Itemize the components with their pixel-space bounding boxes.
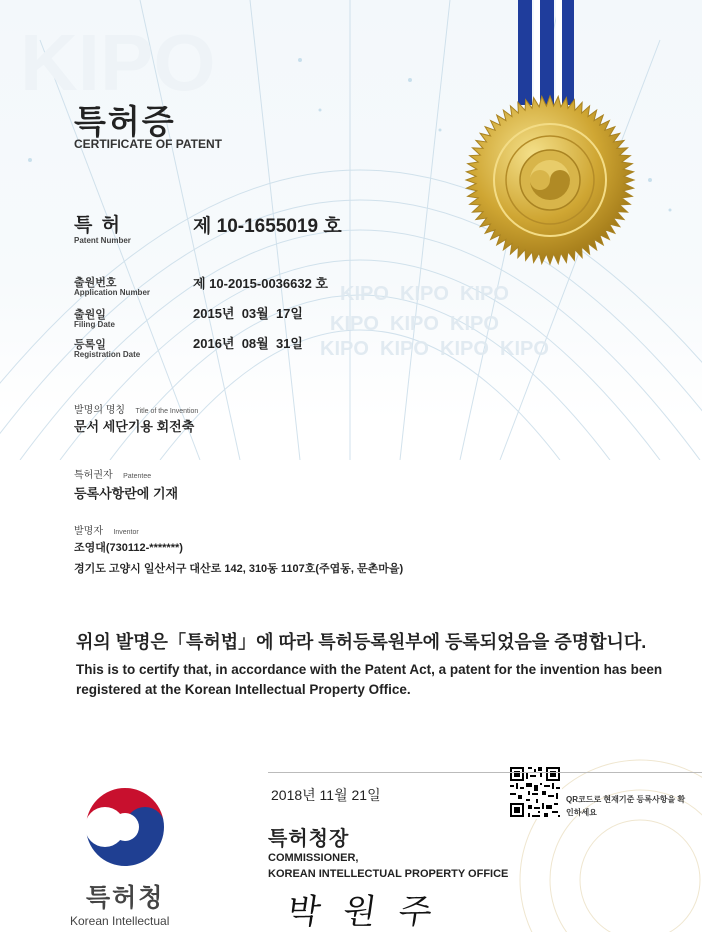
invention-title-label: 발명의 명칭 (74, 405, 126, 416)
kipo-name: 특허청 (86, 884, 165, 912)
watermark-kipo-8: KIPO (380, 338, 429, 360)
watermark-kipo-10: KIPO (500, 338, 549, 360)
registration-date-label-english: Registration Date (74, 350, 141, 359)
application-number-value: 제 10-2015-0036632 호 (193, 276, 328, 291)
patentee-label: 특허권자 (74, 470, 113, 481)
patentee-label-row (74, 465, 151, 483)
invention-title-value: 문서 세단기용 회전축 (74, 419, 195, 434)
invention-title-label-english: Title of the Invention (135, 408, 199, 415)
commissioner-line-2: KOREAN INTELLECTUAL PROPERTY OFFICE (268, 868, 509, 880)
patent-number-value: 제 10-1655019 호 (193, 216, 342, 237)
filing-date-value: 2015년 03월 17일 (193, 306, 303, 321)
application-number-label: 출원번호 (74, 277, 117, 289)
qr-code-icon[interactable] (508, 765, 562, 819)
certification-statement-english: This is to certify that, in accordance with the Patent Act, a patent for the invention has been registered at the Korean Intellectual Property Office. (76, 662, 663, 697)
patentee-value: 등록사항란에 기재 (74, 486, 179, 501)
commissioner-title: 특허청장 (268, 828, 350, 850)
inventor-label: 발명자 (74, 526, 103, 537)
watermark-kipo-4: KIPO (330, 313, 379, 335)
watermark-kipo-1: KIPO (340, 283, 389, 305)
watermark-kipo-9: KIPO (440, 338, 489, 360)
registration-date-value: 2016년 08월 31일 (193, 336, 303, 351)
kipo-name-english: Korean Intellectual (70, 914, 170, 928)
inventor-label-english: Inventor (113, 529, 139, 536)
watermark-kipo-5: KIPO (390, 313, 439, 335)
watermark-kipo-large: KIPO (20, 18, 216, 107)
issue-date: 2018년 11월 21일 (271, 787, 381, 803)
filing-date-label: 출원일 (74, 309, 106, 321)
watermark-kipo-2: KIPO (400, 283, 449, 305)
registration-date-label: 등록일 (74, 339, 106, 351)
commissioner-title-english (268, 850, 508, 882)
divider (268, 772, 702, 773)
kipo-emblem-icon (82, 784, 168, 870)
patent-number-label: 특 허 (74, 215, 122, 236)
watermark-kipo-6: KIPO (450, 313, 499, 335)
qr-note: QR코드로 현재기준 등록사항을 확인하세요 (566, 795, 686, 817)
inventor-name: 조영대(730112-*******) (74, 542, 183, 554)
gold-seal-icon (462, 92, 638, 268)
inventor-address: 경기도 고양시 일산서구 대산로 142, 310동 1107호(주엽동, 문촌마을) (74, 563, 404, 575)
watermark-kipo-7: KIPO (320, 338, 369, 360)
inventor-label-row (74, 521, 139, 539)
commissioner-line-1: COMMISSIONER, (268, 852, 359, 864)
application-number-label-english: Application Number (74, 288, 151, 297)
watermark-kipo-3: KIPO (460, 283, 509, 305)
filing-date-label-english: Filing Date (74, 320, 115, 329)
certificate-title: 특허증 (74, 103, 176, 140)
certificate-title-english: CERTIFICATE OF PATENT (74, 137, 222, 151)
commissioner-signature: 박 원 주 (284, 892, 441, 932)
patent-number-label-english: Patent Number (74, 236, 131, 245)
certification-statement-korean: 위의 발명은「특허법」에 따라 특허등록원부에 등록되었음을 증명합니다. (76, 632, 647, 652)
patentee-label-english: Patentee (123, 473, 152, 480)
